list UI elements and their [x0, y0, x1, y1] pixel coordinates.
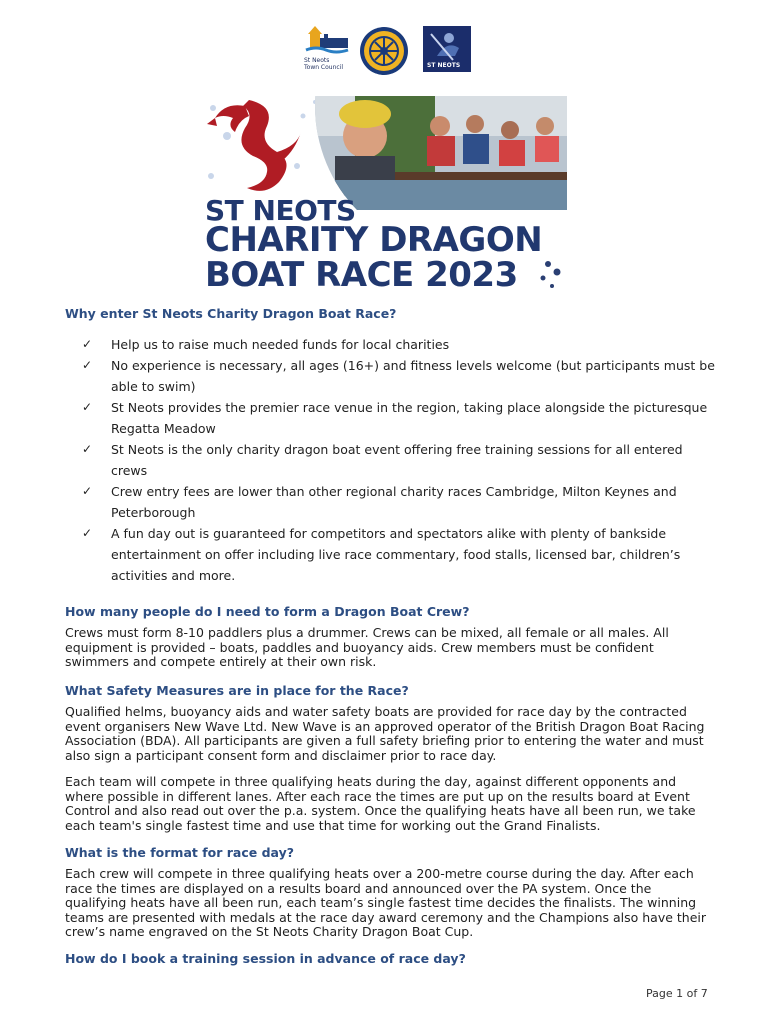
heading-why-enter: Why enter St Neots Charity Dragon Boat Race? — [65, 306, 397, 321]
list-item — [82, 397, 722, 439]
list-item-text: St Neots provides the premier race venue in the region, taking place alongside the picturesque Regatta Meadow — [111, 400, 708, 436]
list-item-text: Crew entry fees are lower than other regional charity races Cambridge, Milton Keynes and Peterborough — [111, 484, 677, 520]
checkmark-icon: ✓ — [82, 337, 93, 351]
dragon-graphic — [207, 100, 301, 191]
reasons-list — [82, 334, 722, 586]
heading-training: How do I book a training session in advance of race day? — [65, 951, 466, 966]
event-banner — [205, 96, 567, 292]
stneots-logo-caption: ST NEOTS — [427, 62, 461, 69]
crew-size-paragraph: Crews must form 8-10 paddlers plus a drummer. Crews can be mixed, all female or all males. All equipment is provided – boats, paddles and buoyancy aids. Crew members must be confident swimmers and compete entirely at their own risk. — [65, 625, 669, 670]
checkmark-icon: ✓ — [82, 484, 93, 498]
list-item — [82, 334, 722, 355]
list-item — [82, 439, 722, 481]
list-item — [82, 523, 722, 586]
list-item-text: Help us to raise much needed funds for local charities — [111, 337, 450, 352]
council-caption-1: St Neots — [304, 57, 330, 64]
checkmark-icon: ✓ — [82, 526, 93, 540]
banner-title-line-2: CHARITY DRAGON — [205, 220, 543, 260]
heading-race-format: What is the format for race day? — [65, 845, 294, 860]
rotary-wheel-icon — [359, 26, 409, 76]
council-emblem-icon — [304, 26, 354, 56]
sponsor-logos — [0, 26, 770, 78]
banner-title-line-3: BOAT RACE 2023 — [205, 255, 518, 292]
st-neots-dragon-logo — [423, 26, 471, 72]
list-item — [82, 355, 722, 397]
safety-paragraph-1: Qualified helms, buoyancy aids and water safety boats are provided for race day by the contracted event organisers New Wave Ltd. New Wave is an approved operator of the British Dragon Boat Racing Association (BDA). All participants are given a full safety briefing prior to entering the water and must also sign a participant consent form and disclaimer prior to race day. — [65, 704, 705, 763]
crew-photo — [295, 96, 567, 210]
heading-crew-size: How many people do I need to form a Dragon Boat Crew? — [65, 604, 470, 619]
list-item-text: St Neots is the only charity dragon boat event offering free training sessions for all entered crews — [111, 442, 683, 478]
list-item-text: No experience is necessary, all ages (16+) and fitness levels welcome (but participants must be able to swim) — [111, 358, 715, 394]
st-neots-town-council-logo — [304, 26, 354, 74]
checkmark-icon: ✓ — [82, 400, 93, 414]
checkmark-icon: ✓ — [82, 358, 93, 372]
page-number: Page 1 of 7 — [646, 987, 708, 1000]
council-caption-2: Town Council — [304, 64, 344, 71]
race-format-paragraph: Each crew will compete in three qualifying heats over a 200-metre course during the day. After each race the times are displayed on a results board and announced over the PA system. Once the qualifying heats have all been run, each team’s single fastest time decides the finalists. The winning teams are presented with medals at the race day award ceremony and the Champions also have their crew’s name engraved on the St Neots Charity Dragon Boat Cup. — [65, 866, 707, 940]
list-item — [82, 481, 722, 523]
rotary-logo — [359, 26, 409, 76]
banner-title-line-1: ST NEOTS — [205, 194, 356, 227]
heading-safety: What Safety Measures are in place for the Race? — [65, 683, 409, 698]
list-item-text: A fun day out is guaranteed for competitors and spectators alike with plenty of bankside entertainment on offer including live race commentary, food stalls, licensed bar, children’s activities and more. — [111, 526, 681, 583]
checkmark-icon: ✓ — [82, 442, 93, 456]
safety-paragraph-2: Each team will compete in three qualifying heats during the day, against different opponents and where possible in different lanes. After each race the times are put up on the results board at Event Control and also read out over the p.a. system. Once the qualifying heats have all been run, we take each team's single fastest time and use that time for working out the Grand Finalists. — [65, 774, 696, 833]
